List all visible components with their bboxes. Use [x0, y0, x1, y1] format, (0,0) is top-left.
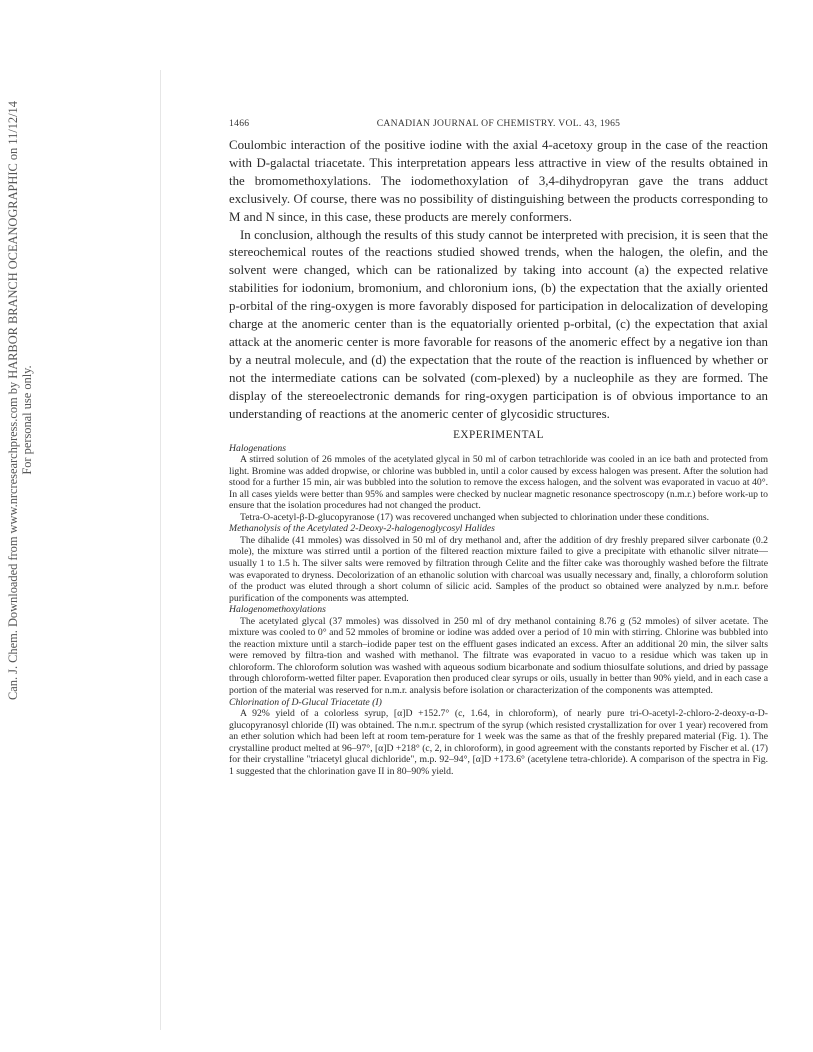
subheading-halogenations: Halogenations: [229, 442, 287, 454]
scan-margin-line: [160, 70, 161, 1030]
halogenations-paragraph-2: Tetra-O-acetyl-β-D-glucopyranose (17) was recovered unchanged when subjected to chlorination under these conditions.: [240, 511, 710, 523]
methanolysis-paragraph: The dihalide (41 mmoles) was dissolved in 50 ml of dry methanol and, after the addition of dry freshly prepared silver carbonate (0.2 mole), the mixture was stirred until a portion of the filtered reaction mixture failed to give a precipitate with ethanolic silver nitrate—usually 1 to 1.5 h. The silver salts were removed by filtration through Celite and the filter cake was thoroughly washed before the filtrate was evaporated to dryness. Decolorization of an ethanolic solution with charcoal was usually necessary and, finally, a chloroform solution of the product was eluted through a short column of silicic acid. Samples of the product so obtained were analyzed by n.m.r. before purification of the components was attempted.: [229, 534, 768, 604]
journal-title: CANADIAN JOURNAL OF CHEMISTRY. VOL. 43, 1965: [376, 118, 621, 129]
watermark-line-2: For personal use only.: [20, 365, 34, 475]
subheading-methanolysis: Methanolysis of the Acetylated 2-Deoxy-2-halogenoglycosyl Halides: [229, 523, 495, 535]
section-heading-experimental: EXPERIMENTAL: [453, 428, 544, 441]
experimental-section: [229, 443, 768, 778]
article-body: [229, 137, 768, 777]
running-header: [229, 118, 768, 134]
subheading-halogenomethoxylations: Halogenomethoxylations: [229, 604, 326, 616]
chlorination-paragraph: A 92% yield of a colorless syrup, [α]D +152.7° (c, 1.64, in chloroform), of nearly pure tri-O-acetyl-2-chloro-2-deoxy-α-D-glucopyranosyl chloride (II) was obtained. The n.m.r. spectrum of the syrup (which resisted crystallization for over 1 year) recovered from an ether solution which had been left at room tem-perature for 1 week was the same as that of the freshly prepared material (Fig. 1). The crystalline product melted at 96–97°, [α]D +218° (c, 2, in chloroform), in good agreement with the constants reported by Fischer et al. (17) for their crystalline "triacetyl glucal dichloride", m.p. 92–94°, [α]D +173.6° (acetylene tetra-chloride). A comparison of the spectra in Fig. 1 suggested that the chlorination gave II in 80–90% yield.: [229, 708, 768, 777]
watermark-line-1: Can. J. Chem. Downloaded from www.nrcresearchpress.com by HARBOR BRANCH OCEANOGRAPHIC on 11/12/14: [6, 101, 20, 700]
paragraph-1: Coulombic interaction of the positive iodine with the axial 4-acetoxy group in the case of the reaction with D-galactal triacetate. This interpretation appears less attractive in view of the results obtained in the bromomethoxylations. The iodomethoxylation of 3,4-dihydropyran gave the trans adduct exclusively. Of course, there was no possibility of distinguishing between the products corresponding to M and N since, in this case, these products are merely conformers.: [229, 138, 768, 224]
halogenomethoxylations-paragraph: The acetylated glycal (37 mmoles) was dissolved in 250 ml of dry methanol containing 8.76 g (52 mmoles) of silver acetate. The mixture was cooled to 0° and 52 mmoles of bromine or iodine was added over a period of 10 min with stirring. Chlorine was bubbled into the reaction mixture until a starch–iodide paper test on the effluent gases indicated an excess. After an additional 20 min, the silver salts were removed by filtra-tion and washed with methanol. The filtrate was evaporated in vacuo to a residue which was taken up in chloroform. The chloroform solution was washed with aqueous sodium bicarbonate and sodium thiosulfate solutions, and dried by passage through chloroform-wetted filter paper. Evaporation then produced clear syrups or oils, usually in better than 90% yield, and in each case a portion of the material was reserved for n.m.r. analysis before isolation or characterization of the components was attempted.: [229, 615, 768, 696]
paragraph-conclusion: In conclusion, although the results of this study cannot be interpreted with precision, it is seen that the stereochemical routes of the reactions studied showed trends, when the halogen, the olefin, and the solvent were changed, which can be rationalized by taking into account (a) the expected relative stabilities for iodonium, bromonium, and chloronium ions, (b) the expectation that the axially oriented p-orbital of the ring-oxygen is more favorably disposed for participation in delocalization of developing charge at the anomeric center than is the equatorially oriented p-orbital, (c) the expectation that axial attack at the anomeric center is more favorable for reasons of the anomeric effect by a negative ion than by a neutral molecule, and (d) the expectation that the route of the reaction is influenced by whether or not the intermediate cations can be solvated (com-plexed) by a nucleophile as they are formed. The display of the stereoelectronic demands for ring-oxygen participation is of obvious importance to an understanding of reactions at the anomeric center of glycosidic structures.: [229, 227, 768, 421]
page-number: 1466: [229, 118, 250, 129]
halogenations-paragraph-1: A stirred solution of 26 mmoles of the acetylated glycal in 50 ml of carbon tetrachloride was cooled in an ice bath and protected from light. Bromine was added dropwise, or chlorine was bubbled in, until a color caused by excess halogen was present. After the solution had stood for a further 15 min, air was bubbled into the solution to remove the excess halogen, and the solvent was evaporated in vacuo at 40°. In all cases yields were better than 95% and samples were checked by nuclear magnetic resonance spectroscopy (n.m.r.) before work-up to ensure that the isolation procedures had not changed the product.: [229, 454, 768, 512]
subheading-chlorination: Chlorination of D-Glucal Triacetate (I): [229, 696, 382, 708]
download-watermark: [6, 101, 34, 700]
